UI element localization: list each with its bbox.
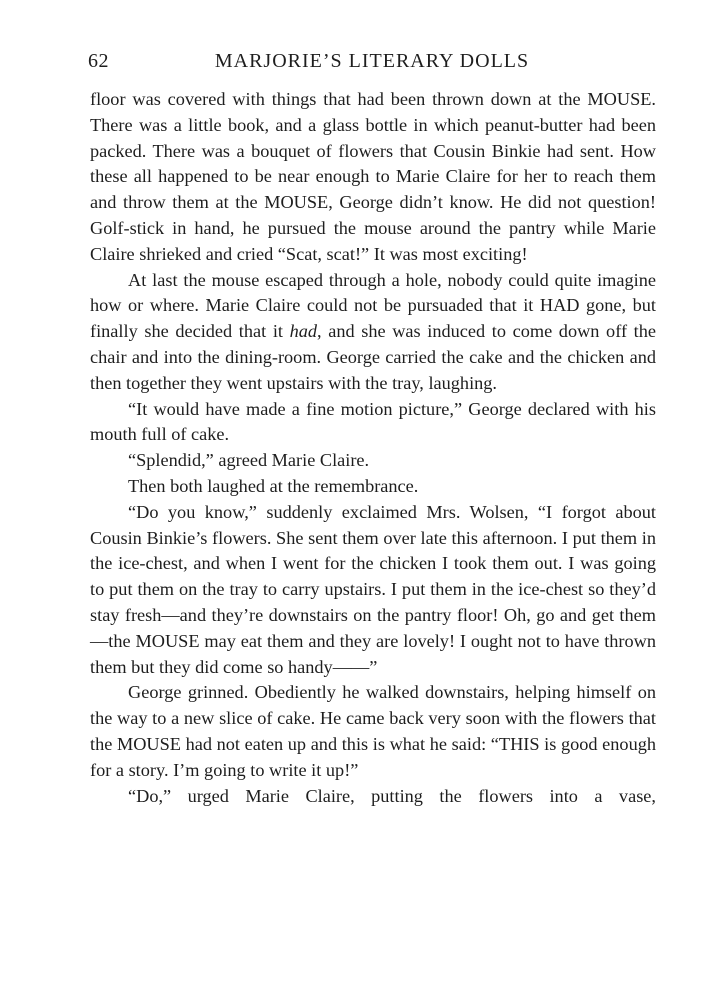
paragraph: At last the mouse escaped through a hole, nobody could quite imagine how or where. Marie Claire could not be pursuaded that it HAD gone, but finally she decided that it had, and she was induced to come down off the chair and into the dining-room. George carried the cake and the chicken and then together they went upstairs with the tray, laughing.	[90, 269, 656, 393]
page-header	[88, 50, 656, 76]
paragraph: George grinned. Obediently he walked downstairs, helping himself on the way to a new slice of cake. He came back very soon with the flowers that the MOUSE had not eaten up and this is what he said: “THIS is good enough for a story. I’m going to write it up!”	[90, 682, 656, 780]
paragraph: “Do,” urged Marie Claire, putting the flowers into a vase,	[128, 785, 656, 806]
body-text	[90, 87, 656, 809]
paragraph: “Splendid,” agreed Marie Claire.	[128, 450, 370, 471]
paragraph: “It would have made a fine motion picture,” George declared with his mouth full of cake.	[90, 398, 656, 445]
paragraph: “Do you know,” suddenly exclaimed Mrs. Wolsen, “I forgot about Cousin Binkie’s flowers. She sent them over late this afternoon. I put them in the ice-chest, and when I went for the chicken I took them out. I was going to put them on the tray to carry upstairs. I put them in the ice-chest so they’d stay fresh—and they’re downstairs on the pantry floor! Oh, go and get them—the MOUSE may eat them and they are lovely! I ought not to have thrown them but they did come so handy——”	[90, 501, 656, 677]
emphasis: had	[289, 321, 318, 342]
page-number: 62	[88, 50, 109, 72]
paragraph: floor was covered with things that had been thrown down at the MOUSE. There was a little book, and a glass bottle in which peanut-butter had been packed. There was a bouquet of flowers that Cousin Binkie had sent. How these all happened to be near enough to Marie Claire for her to reach them and throw them at the MOUSE, George didn’t know. He did not question! Golf-stick in hand, he pursued the mouse around the pantry while Marie Claire shrieked and cried “Scat, scat!” It was most exciting!	[90, 89, 656, 264]
running-head: MARJORIE’S LITERARY DOLLS	[214, 50, 530, 72]
paragraph: Then both laughed at the remembrance.	[128, 475, 419, 496]
